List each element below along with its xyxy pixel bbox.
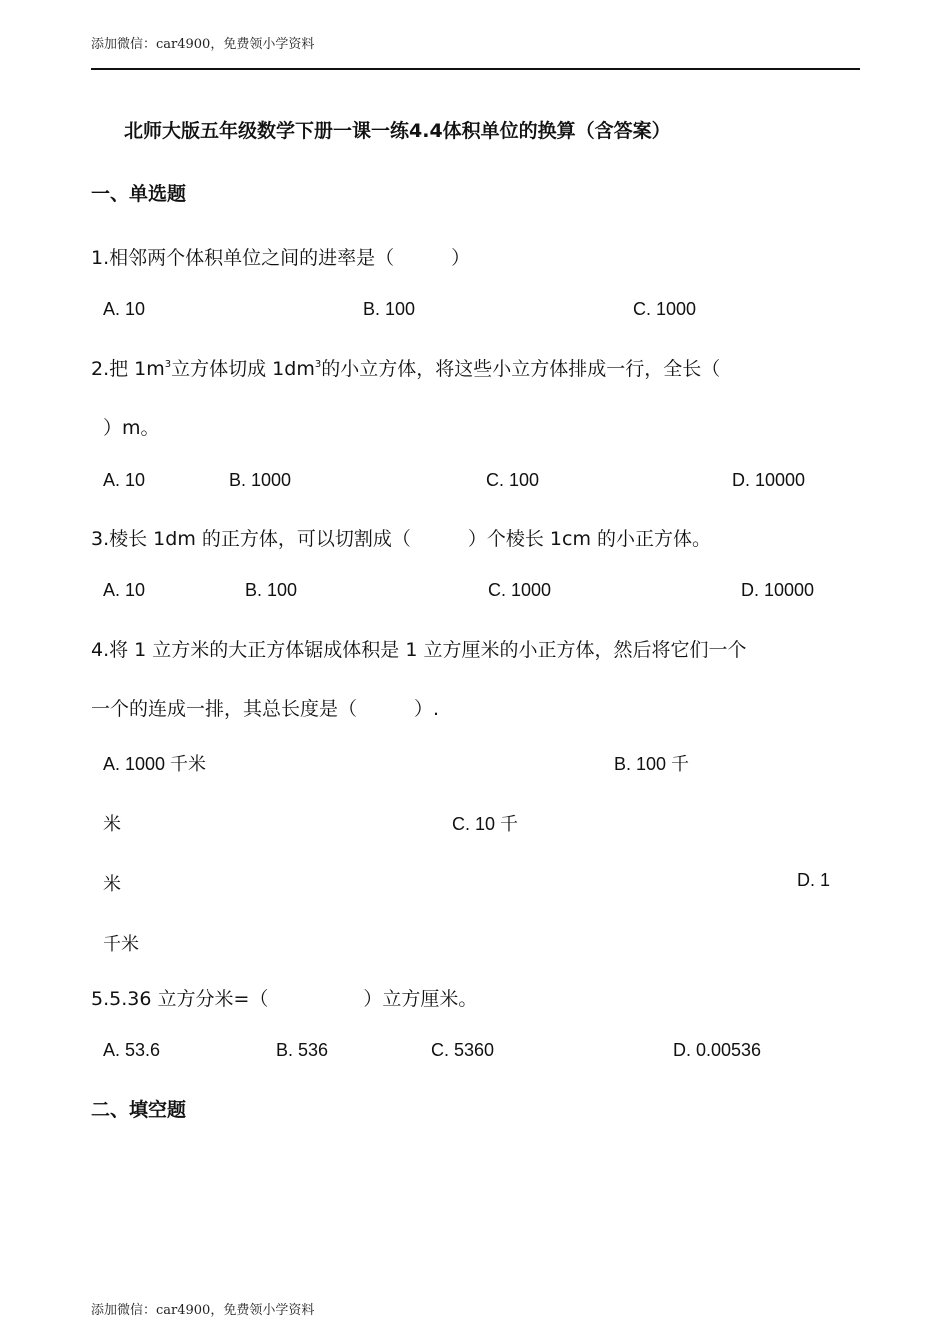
header-divider <box>91 68 860 70</box>
q2-option-c: C. 100 <box>486 470 540 490</box>
question-1: 1.相邻两个体积单位之间的进率是（ ） <box>91 247 471 269</box>
q2-text-part1: 2.把 1m <box>91 358 165 380</box>
section-heading-single-choice: 一、单选题 <box>91 183 187 205</box>
q4-option-c: C. 10 千 <box>452 814 519 834</box>
q2-superscript-1: 3 <box>164 359 172 370</box>
q1-option-a: A. 10 <box>103 299 146 319</box>
question-2-continuation: ）m。 <box>103 417 160 439</box>
question-5: 5.5.36 立方分米=（ ）立方厘米。 <box>91 988 478 1010</box>
q5-option-b: B. 536 <box>276 1040 329 1060</box>
q4-option-c-wrap: 米 <box>103 874 121 894</box>
q5-option-c: C. 5360 <box>431 1040 495 1060</box>
q3-option-a: A. 10 <box>103 580 146 600</box>
question-4: 4.将 1 立方米的大正方体锯成体积是 1 立方厘米的小正方体，然后将它们一个 <box>91 639 747 661</box>
q3-option-b: B. 100 <box>245 580 298 600</box>
q2-option-b: B. 1000 <box>229 470 292 490</box>
q5-option-a: A. 53.6 <box>103 1040 161 1060</box>
q4-option-a: A. 1000 千米 <box>103 754 207 774</box>
q2-text-part3: 的小立方体，将这些小立方体排成一行，全长（ <box>321 358 721 380</box>
q4-option-b-wrap: 米 <box>103 814 121 834</box>
question-3: 3.棱长 1dm 的正方体，可以切割成（ ）个棱长 1cm 的小正方体。 <box>91 528 711 550</box>
page-footer: 添加微信：car4900，免费领小学资料 <box>91 1303 315 1318</box>
page-title: 北师大版五年级数学下册一课一练4.4体积单位的换算（含答案） <box>124 120 671 142</box>
q2-option-d: D. 10000 <box>732 470 806 490</box>
question-2 <box>91 354 720 381</box>
q2-option-a: A. 10 <box>103 470 146 490</box>
q2-superscript-2: 3 <box>314 359 322 370</box>
q3-option-c: C. 1000 <box>488 580 552 600</box>
q4-option-d: D. 1 <box>797 870 831 890</box>
q3-option-d: D. 10000 <box>741 580 815 600</box>
question-4-continuation: 一个的连成一排，其总长度是（ ）. <box>91 698 440 720</box>
page-header: 添加微信：car4900，免费领小学资料 <box>91 37 315 52</box>
section-heading-fill-blank: 二、填空题 <box>91 1099 187 1121</box>
q4-option-d-wrap: 千米 <box>103 934 139 954</box>
q5-option-d: D. 0.00536 <box>673 1040 762 1060</box>
q1-option-b: B. 100 <box>363 299 416 319</box>
q1-option-c: C. 1000 <box>633 299 697 319</box>
q4-option-b: B. 100 千 <box>614 754 690 774</box>
q2-text-part2: 立方体切成 1dm <box>171 358 315 380</box>
